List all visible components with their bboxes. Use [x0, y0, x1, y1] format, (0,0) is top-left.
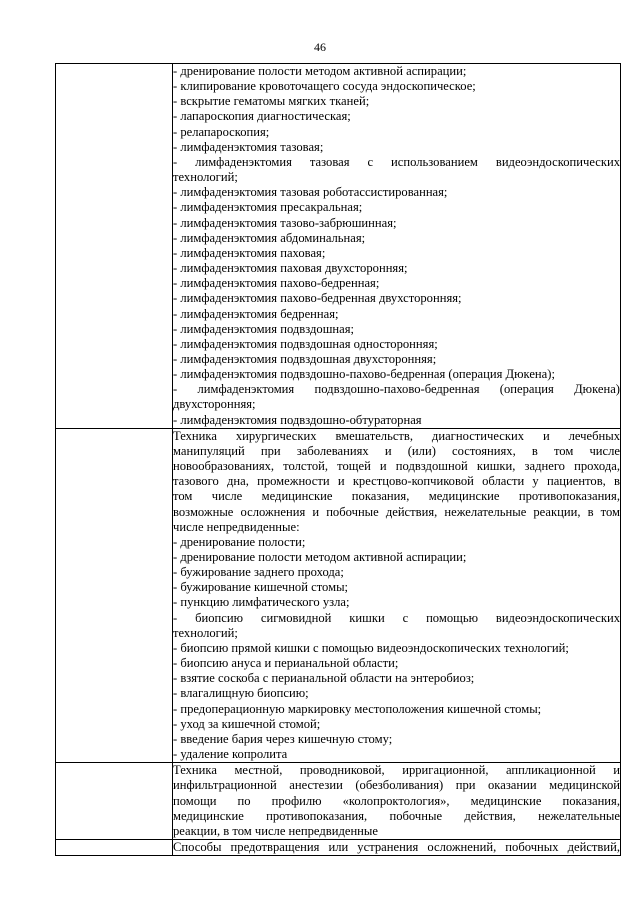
right-cell — [173, 64, 621, 429]
text-line: - лимфаденэктомия подвздошная двухсторонняя; — [173, 351, 437, 366]
text-line: - предоперационную маркировку местоположения кишечной стомы; — [173, 701, 542, 716]
text-line: - дренирование полости методом активной аспирации; — [173, 550, 467, 564]
table-row — [56, 763, 621, 840]
text-line: двухсторонняя; — [173, 397, 256, 412]
text-line: - лимфаденэктомия паховая; — [173, 245, 326, 260]
table-row — [56, 839, 621, 855]
text-line: - лимфаденэктомия бедренная; — [173, 306, 339, 321]
text-line: реакции, в том числе непредвиденные — [173, 823, 378, 838]
text-line: - дренирование полости; — [173, 534, 306, 549]
text-line: числе непредвиденные: — [173, 519, 300, 534]
text-line: манипуляций при заболеваниях и (или) состояниях, в том числе — [173, 443, 620, 458]
text-line: возможные осложнения и побочные действия, нежелательные реакции, в том — [173, 504, 620, 519]
right-cell — [173, 763, 621, 840]
text-line: - лимфаденэктомия тазовая роботассистированная; — [173, 185, 448, 200]
text-line: - лимфаденэктомия подвздошно-пахово-бедренная (операция Дюкена); — [173, 367, 555, 382]
text-line: инфильтрационной анестезии (обезболивания) при оказании медицинской — [173, 778, 620, 793]
text-line: - лимфаденэктомия абдоминальная; — [173, 230, 366, 245]
text-line: - уход за кишечной стомой; — [173, 716, 321, 731]
right-cell — [173, 839, 621, 855]
table-row — [56, 428, 621, 762]
text-line: медицинские противопоказания, побочные действия, нежелательные — [173, 808, 620, 823]
text-line: - лимфаденэктомия пахово-бедренная; — [173, 276, 380, 291]
text-line: - лимфаденэктомия пресакральная; — [173, 200, 363, 215]
text-line: - лимфаденэктомия подвздошно-обтураторная — [173, 412, 422, 427]
text-line: - биопсию прямой кишки с помощью видеоэндоскопических технологий; — [173, 640, 569, 655]
text-line: - лимфаденэктомия тазовая; — [173, 139, 324, 154]
text-line: - релапароскопия; — [173, 124, 270, 139]
text-line: - лимфаденэктомия паховая двухсторонняя; — [173, 261, 408, 276]
text-line: - пункцию лимфатического узла; — [173, 595, 350, 610]
text-line: Способы предотвращения или устранения осложнений, побочных действий, — [173, 839, 620, 854]
text-line: - лапароскопия диагностическая; — [173, 109, 351, 124]
text-line: - биопсию ануса и перианальной области; — [173, 656, 399, 671]
text-line: - клипирование кровоточащего сосуда эндоскопическое; — [173, 79, 476, 94]
text-line: - лимфаденэктомия подвздошная; — [173, 321, 355, 336]
text-line: технологий; — [173, 170, 238, 185]
text-line: - лимфаденэктомия подвздошная односторонняя; — [173, 336, 438, 351]
text-line: - лимфаденэктомия подвздошно-пахово-бедренная (операция Дюкена) — [173, 382, 620, 397]
text-line: - влагалищную биопсию; — [173, 686, 309, 701]
text-line: - вскрытие гематомы мягких тканей; — [173, 94, 370, 109]
text-line: - введение бария через кишечную стому; — [173, 731, 393, 746]
text-line: новообразованиях, толстой, тощей и подвздошной кишки, заднего прохода, — [173, 459, 620, 474]
table-row — [56, 64, 621, 429]
text-line: технологий; — [173, 625, 238, 640]
text-line: - дренирование полости методом активной аспирации; — [173, 64, 467, 78]
left-cell — [56, 428, 173, 762]
text-line: - бужирование кишечной стомы; — [173, 580, 349, 595]
text-line: - бужирование заднего прохода; — [173, 565, 344, 580]
text-line: - взятие соскоба с перианальной области на энтеробиоз; — [173, 671, 475, 686]
content-table — [55, 63, 621, 856]
left-cell — [56, 763, 173, 840]
text-line: - лимфаденэктомия тазовая с использованием видеоэндоскопических — [173, 154, 620, 169]
text-line: - лимфаденэктомия пахово-бедренная двухсторонняя; — [173, 291, 462, 306]
text-line: - удаление копролита — [173, 747, 288, 762]
left-cell — [56, 839, 173, 855]
text-line: том числе медицинские показания, медицинские противопоказания, — [173, 489, 620, 504]
text-line: - лимфаденэктомия тазово-забрюшинная; — [173, 215, 397, 230]
text-line: Техника хирургических вмешательств, диагностических и лечебных — [173, 428, 620, 443]
text-line: - биопсию сигмовидной кишки с помощью видеоэндоскопических — [173, 610, 620, 625]
text-line: тазового дна, промежности и крестцово-копчиковой области у пациентов, в — [173, 474, 620, 489]
right-cell — [173, 428, 621, 762]
page-number: 46 — [314, 40, 326, 54]
text-line: Техника местной, проводниковой, ирригационной, аппликационной и — [173, 763, 620, 778]
left-cell — [56, 64, 173, 429]
text-line: помощи по профилю «колопроктология», медицинские показания, — [173, 793, 620, 808]
